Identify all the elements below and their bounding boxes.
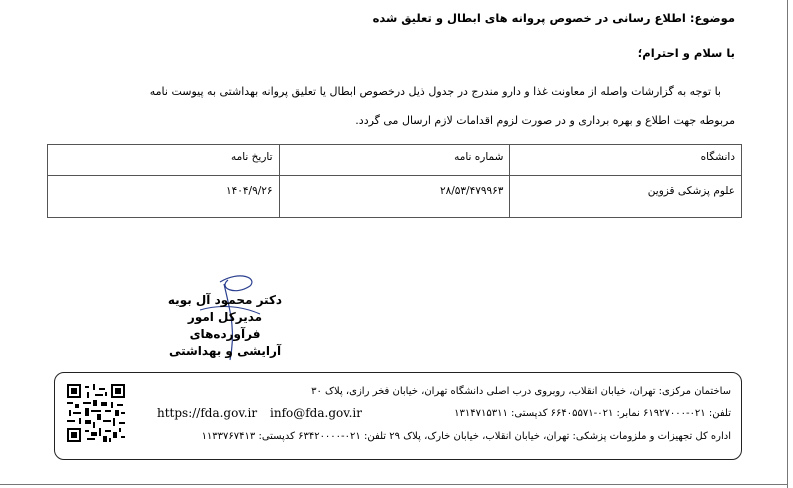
qr-code-icon — [67, 384, 125, 442]
header-university: دانشگاه — [510, 145, 742, 176]
signer-title-line-2: آرایشی و بهداشتی — [168, 344, 282, 358]
cell-university: علوم پزشکی قزوین — [510, 176, 742, 218]
revoked-licenses-table — [47, 144, 742, 218]
signature-block — [160, 292, 290, 360]
header-letter-number: شماره نامه — [279, 145, 510, 176]
footer-address-line: ساختمان مرکزی: تهران، خیابان انقلاب، روبروی درب اصلی دانشگاه تهران، خیابان فخر رازی، پلاک ۳۰ — [311, 386, 731, 397]
page-border-right — [787, 0, 788, 488]
letter-body-line-2: مربوطه جهت اطلاع و بهره برداری و در صورت لزوم اقدامات لازم ارسال می گردد. — [355, 114, 735, 127]
footer-address-box — [54, 372, 742, 460]
signer-title-line-1: مدیرکل امور فرآورده‌های — [187, 310, 263, 341]
cell-letter-date: ۱۴۰۴/۹/۲۶ — [48, 176, 280, 218]
cell-letter-number: ۲۸/۵۳/۴۷۹۹۶۳ — [279, 176, 510, 218]
signer-name: دکتر محمود آل بویه — [167, 293, 283, 307]
table-header-row — [48, 145, 742, 176]
page-border-bottom — [0, 484, 788, 485]
header-letter-date: تاریخ نامه — [48, 145, 280, 176]
letter-subject: موضوع: اطلاع رسانی در خصوص پروانه های ابطال و تعلیق شده — [372, 11, 735, 25]
letter-body-line-1: با توجه به گزارشات واصله از معاونت غذا و دارو مندرج در جدول ذیل درخصوص ابطال یا تعلیق پروانه بهداشتی به پیوست نامه — [149, 85, 721, 98]
footer-email-link[interactable]: info@fda.gov.ir — [270, 406, 362, 420]
letter-greeting: با سلام و احترام؛ — [637, 46, 735, 60]
footer-website-link[interactable]: https://fda.gov.ir — [157, 406, 258, 420]
table-row — [48, 176, 742, 218]
footer-equipment-office-line: اداره کل تجهیزات و ملزومات پزشکی: تهران، خیابان انقلاب، خیابان خارک، پلاک ۲۹ تلفن: ۰۲۱-۶۳۴۲۰۰۰۰ کدپستی: ۱۱۳۳۷۶۷۴۱۳ — [201, 431, 731, 442]
footer-phone-line: تلفن: ۰۲۱-۶۱۹۲۷۰۰۰ نمابر: ۰۲۱-۶۶۴۰۵۵۷۱ کدپستی: ۱۳۱۴۷۱۵۳۱۱ — [454, 408, 731, 419]
